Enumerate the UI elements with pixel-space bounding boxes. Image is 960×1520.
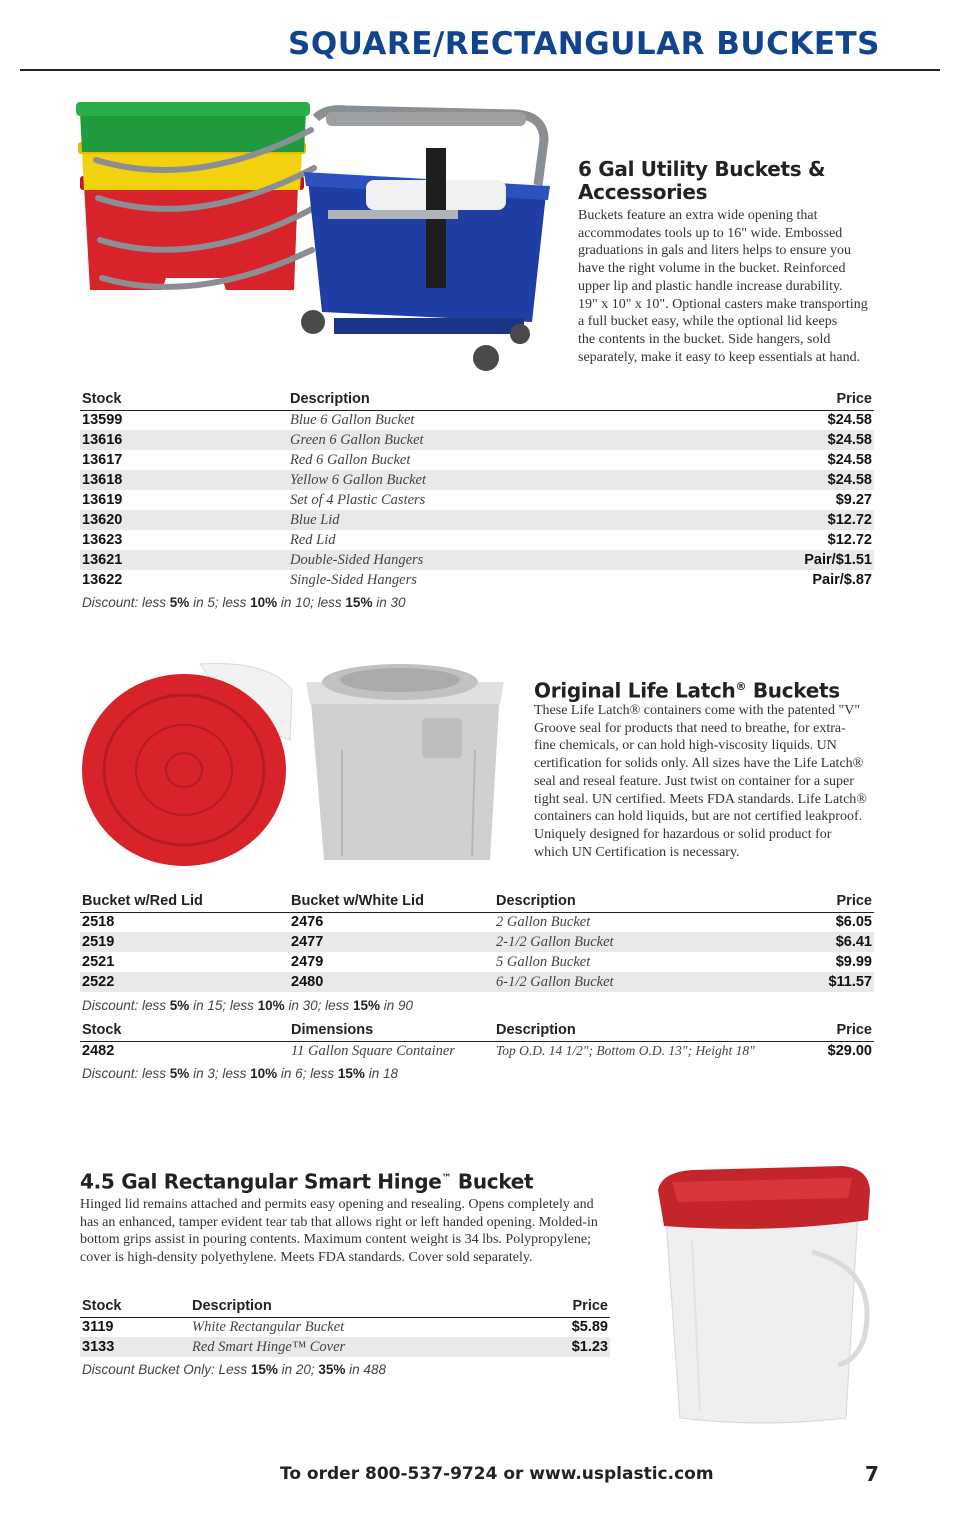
- column-header-description: Description: [494, 892, 744, 912]
- price-cell: $5.89: [571, 1319, 608, 1336]
- discount-text: in 30; less: [284, 998, 353, 1013]
- stock-cell: 3119: [82, 1319, 114, 1336]
- description-cell: Red Lid: [290, 531, 336, 548]
- discount-text: in 90: [379, 998, 413, 1013]
- price-cell: $6.41: [744, 932, 874, 952]
- description-cell: Red 6 Gallon Bucket: [290, 451, 411, 468]
- table-row: [80, 410, 874, 430]
- discount-rate: 10%: [257, 998, 285, 1013]
- table-row: [80, 470, 874, 490]
- section3-heading-text: 4.5 Gal Rectangular Smart Hinge: [80, 1169, 442, 1194]
- stock-cell: 2482: [82, 1043, 115, 1060]
- discount-text: in 30: [372, 595, 406, 610]
- dimensions-cell: 11 Gallon Square Container: [291, 1042, 455, 1059]
- red-lid-stock-cell: 2522: [80, 972, 289, 992]
- table-row: [80, 550, 874, 570]
- price-cell: $24.58: [728, 430, 874, 450]
- table-row: [80, 510, 874, 530]
- registered-mark: ®: [735, 680, 747, 693]
- white-bucket: [666, 1214, 867, 1423]
- discount-text: Discount Bucket Only: Less: [82, 1362, 251, 1377]
- stock-cell: 3133: [80, 1337, 190, 1357]
- column-header-white-lid: Bucket w/White Lid: [289, 892, 494, 912]
- white-lid-stock-cell: 2476: [291, 914, 324, 931]
- column-header-stock: Stock: [80, 1297, 190, 1317]
- stock-cell: 13623: [82, 532, 123, 548]
- table-row: [80, 1041, 874, 1061]
- section2-description-line: Uniquely designed for hazardous or solid product for: [534, 826, 832, 842]
- stock-cell: 13622: [82, 572, 123, 588]
- description-cell: 6-1/2 Gallon Bucket: [494, 972, 744, 992]
- section3-discount: [82, 1362, 386, 1377]
- section1-discount: [82, 595, 405, 610]
- section1-description-line: upper lip and plastic handle increase durability.: [578, 278, 843, 294]
- price-cell: $9.99: [835, 954, 872, 970]
- section1-description-line: separately, make it easy to keep essentials at hand.: [578, 349, 861, 365]
- section2-container-table: [80, 1021, 874, 1061]
- column-header-red-lid: Bucket w/Red Lid: [80, 892, 289, 912]
- section3-description-line: cover is high-density polyethylene. Meets FDA standards. Cover sold separately.: [80, 1250, 533, 1266]
- section3-description-line: has an enhanced, tamper evident tear tab that allows right or left handed opening. Molded-in: [80, 1214, 598, 1230]
- section1-description-line: 19" x 10" x 10". Optional casters make transporting: [578, 296, 868, 312]
- section2-heading-text: Original Life Latch: [534, 678, 736, 703]
- column-header-dimensions: Dimensions: [289, 1021, 494, 1041]
- description-cell: Green 6 Gallon Bucket: [288, 430, 728, 450]
- description-cell: Top O.D. 14 1/2"; Bottom O.D. 13"; Height 18": [496, 1043, 755, 1059]
- column-header-price: Price: [728, 390, 874, 410]
- section3-heading: [80, 1167, 533, 1194]
- table-row: [80, 430, 874, 450]
- section2-description-line: seal and reseal feature. Just twist on container for a super: [534, 773, 854, 789]
- section2-description-line: These Life Latch® containers come with the patented "V": [534, 703, 861, 718]
- stock-cell: 13616: [80, 430, 288, 450]
- life-latch-buckets-image: [80, 660, 510, 875]
- table-row: [80, 1337, 610, 1357]
- price-cell: Pair/$1.51: [728, 550, 874, 570]
- description-cell: 2-1/2 Gallon Bucket: [494, 932, 744, 952]
- price-cell: Pair/$.87: [812, 572, 872, 588]
- description-cell: Set of 4 Plastic Casters: [290, 491, 426, 508]
- description-cell: Single-Sided Hangers: [290, 571, 417, 588]
- discount-rate: 15%: [337, 1066, 365, 1081]
- discount-text: in 15; less: [189, 998, 258, 1013]
- column-header-description: Description: [190, 1297, 520, 1317]
- section2-description-line: fine chemicals, or can hold high-viscosity liquids. UN: [534, 738, 837, 754]
- white-lid-stock-cell: 2480: [289, 972, 494, 992]
- table-row: [80, 952, 874, 972]
- section1-description-line: accommodates tools up to 16" wide. Embossed: [578, 225, 843, 241]
- section2-discount: [82, 998, 413, 1013]
- column-header-description: Description: [494, 1021, 794, 1041]
- red-lid: [82, 664, 292, 866]
- price-cell: $6.05: [835, 914, 872, 931]
- discount-text: in 6; less: [277, 1066, 338, 1081]
- discount-text: in 488: [345, 1362, 386, 1377]
- red-lid-stock-cell: 2519: [80, 932, 289, 952]
- section1-price-table: [80, 390, 874, 590]
- section1-description-line: have the right volume in the bucket. Reinforced: [578, 261, 846, 277]
- section2-description: [534, 702, 867, 861]
- section3-price-table: [80, 1297, 610, 1357]
- price-cell: $1.23: [520, 1337, 610, 1357]
- table-row: [80, 570, 874, 590]
- white-lid-stock-cell: 2477: [289, 932, 494, 952]
- section2-heading: [534, 675, 840, 703]
- footer-order-info: To order 800-537-9724 or www.usplastic.com: [280, 1464, 714, 1484]
- discount-rate: 15%: [352, 998, 380, 1013]
- price-cell: $29.00: [827, 1043, 872, 1060]
- section1-description-line: graduations in gals and liters helps to ensure you: [578, 243, 851, 259]
- page-title: SQUARE/RECTANGULAR BUCKETS: [288, 26, 880, 62]
- white-lid-stock-cell: 2479: [291, 954, 324, 970]
- price-cell: $9.27: [835, 492, 872, 508]
- discount-rate: 35%: [318, 1362, 346, 1377]
- discount-rate: 15%: [345, 595, 373, 610]
- section1-description-line: the contents in the bucket. Side hangers, sold: [578, 331, 831, 347]
- discount-text: Discount: less: [82, 998, 170, 1013]
- discount-rate: 10%: [250, 595, 278, 610]
- section2-description-line: tight seal. UN certified. Meets FDA standards. Life Latch®: [534, 791, 867, 807]
- table-header-row: [80, 1297, 610, 1317]
- blue-bucket: [301, 110, 550, 371]
- section3-description: [80, 1196, 598, 1267]
- description-cell: 5 Gallon Bucket: [496, 953, 591, 970]
- table-row: [80, 972, 874, 992]
- page-number: 7: [865, 1462, 879, 1486]
- section3-heading-tail: Bucket: [451, 1169, 534, 1194]
- price-cell: $11.57: [744, 972, 874, 992]
- section2-discount-2: [82, 1066, 398, 1081]
- discount-text: Discount: less: [82, 1066, 170, 1081]
- stock-cell: 13618: [80, 470, 288, 490]
- section1-heading-line1: 6 Gal Utility Buckets &: [578, 157, 826, 181]
- section3-description-line: bottom grips assist in pouring contents. Maximum content weight is 34 lbs. Polypropylene;: [80, 1232, 591, 1248]
- section3-description-line: Hinged lid remains attached and permits easy opening and resealing. Opens completely and: [80, 1197, 594, 1212]
- section2-price-table: [80, 892, 874, 992]
- table-header-row: [80, 892, 874, 912]
- table-row: [80, 1317, 610, 1337]
- section2-heading-tail: Buckets: [746, 678, 840, 703]
- stock-cell: 13599: [82, 412, 123, 429]
- section1-description-line: Buckets feature an extra wide opening that: [578, 208, 818, 223]
- red-lid-stock-cell: 2521: [82, 954, 115, 970]
- discount-rate: 5%: [169, 595, 190, 610]
- column-header-price: Price: [744, 892, 874, 912]
- description-cell: Yellow 6 Gallon Bucket: [288, 470, 728, 490]
- description-cell: 2 Gallon Bucket: [496, 913, 591, 930]
- section1-heading: [578, 158, 825, 204]
- price-cell: $24.58: [827, 452, 872, 468]
- table-header-row: [80, 1021, 874, 1041]
- description-cell: White Rectangular Bucket: [192, 1318, 345, 1335]
- description-cell: Double-Sided Hangers: [288, 550, 728, 570]
- column-header-price: Price: [520, 1297, 610, 1317]
- section2-description-line: Groove seal for products that need to breathe, for extra-: [534, 720, 846, 736]
- stock-cell: 13621: [80, 550, 288, 570]
- discount-text: in 10; less: [277, 595, 346, 610]
- column-header-stock: Stock: [80, 1021, 289, 1041]
- table-row: [80, 932, 874, 952]
- discount-text: in 5; less: [189, 595, 251, 610]
- description-cell: Blue 6 Gallon Bucket: [290, 411, 415, 428]
- table-row: [80, 530, 874, 550]
- section2-description-line: which UN Certification is necessary.: [534, 844, 740, 860]
- discount-text: Discount: less: [82, 595, 170, 610]
- price-cell: $12.72: [827, 532, 872, 548]
- table-row: [80, 450, 874, 470]
- red-lid-stock-cell: 2518: [82, 914, 115, 931]
- gray-square-container: [306, 664, 504, 860]
- description-cell: Blue Lid: [288, 510, 728, 530]
- price-cell: $12.72: [728, 510, 874, 530]
- discount-text: in 3; less: [189, 1066, 251, 1081]
- price-cell: $24.58: [827, 412, 872, 429]
- price-cell: $24.58: [728, 470, 874, 490]
- utility-buckets-image: [76, 90, 556, 380]
- smart-hinge-bucket-image: [652, 1160, 884, 1432]
- discount-text: in 20;: [277, 1362, 319, 1377]
- section1-description-line: a full bucket easy, while the optional lid keeps: [578, 314, 838, 330]
- column-header-description: Description: [288, 390, 728, 410]
- section2-description-line: certification for solids only. All sizes have the Life Latch®: [534, 756, 864, 772]
- trademark: ™: [441, 1173, 452, 1184]
- description-cell: Red Smart Hinge™ Cover: [190, 1337, 520, 1357]
- column-header-price: Price: [794, 1021, 874, 1041]
- section2-description-line: containers can hold liquids, but are not certified leakproof.: [534, 809, 863, 825]
- section1-heading-line2: Accessories: [578, 180, 708, 204]
- discount-rate: 5%: [169, 998, 190, 1013]
- table-row: [80, 490, 874, 510]
- title-rule: [20, 69, 940, 71]
- discount-text: in 18: [364, 1066, 398, 1081]
- table-row: [80, 912, 874, 932]
- discount-rate: 10%: [250, 1066, 278, 1081]
- discount-rate: 15%: [250, 1362, 278, 1377]
- discount-rate: 5%: [169, 1066, 190, 1081]
- stock-cell: 13620: [80, 510, 288, 530]
- column-header-stock: Stock: [80, 390, 288, 410]
- red-hinge-lid: [658, 1166, 870, 1229]
- section1-description: [578, 207, 868, 366]
- stock-cell: 13619: [82, 492, 123, 508]
- red-bucket: [80, 176, 304, 290]
- table-header-row: [80, 390, 874, 410]
- stock-cell: 13617: [82, 452, 123, 468]
